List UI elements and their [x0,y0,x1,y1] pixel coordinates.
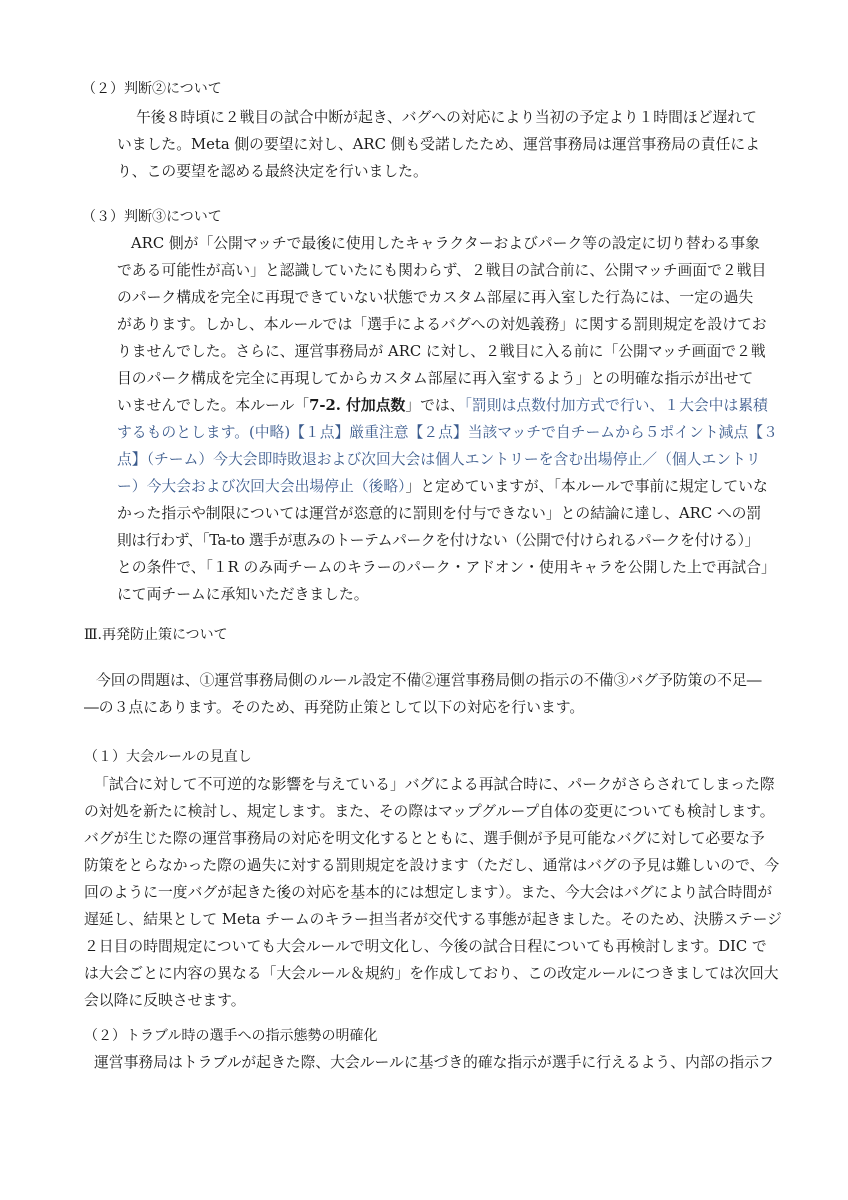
paragraph-line: ARC 側が「公開マッチで最後に使用したキャラクターおよびパーク等の設定に切り替わる事象 [131,235,760,252]
rule-mid: 」では、 [405,397,465,414]
paragraph-line: ２日目の時間規定についても大会ルールで明文化し、今後の試合日程についても再検討します。DIC で [84,938,767,955]
subsection-2-heading: （２）トラブル時の選手への指示態勢の明確化 [84,1028,378,1044]
paragraph-line: 則は行わず、「Ta-to 選手が恵みのトーテムパークを付けない（公開で付けられるパークを付ける）」 [117,532,760,549]
subsection-1 [84,744,252,771]
rule-prefix: いませんでした。本ルール「 [117,397,310,414]
rule-quote-line: 点】（チーム）今大会即時敗退および次回大会は個人エントリーを含む出場停止／（個人エントリ [117,451,761,468]
rule-quote-end: ー）今大会および次回大会出場停止（後略） [117,478,406,495]
paragraph-line: り、この要望を認める最終決定を行いました。 [117,163,428,180]
paragraph-line: は大会ごとに内容の異なる「大会ルール＆規約」を作成しており、この改定ルールにつきましては次回大 [84,965,779,982]
section-iii-body [84,667,804,721]
paragraph-line: にて両チームに承知いただきました。 [117,586,369,603]
rule-reference-line [117,392,817,419]
rule-quote-end-line [117,473,817,500]
section-2 [82,76,222,103]
section-2-heading: （２）判断②について [82,81,222,97]
subsection-2 [84,1023,377,1050]
paragraph-line: 防策をとらなかった際の過失に対する罰則規定を設けます（ただし、通常はバグの予見は難しいので、今 [84,857,780,874]
paragraph-line: かった指示や制限については運営が恣意的に罰則を付与できない」との結論に達し、ARC への罰 [117,505,762,522]
paragraph-line: である可能性が高い」と認識していたにも関わらず、２戦目の試合前に、公開マッチ画面で２戦目 [117,262,767,279]
paragraph-line: との条件で、「１R のみ両チームのキラーのパーク・アドオン・使用キャラを公開した上で再試合」 [117,559,776,576]
section-iii [84,622,228,649]
subsection-2-body [84,1049,804,1076]
subsection-1-heading: （１）大会ルールの見直し [84,749,252,765]
section-2-body [117,104,817,131]
section-iii-heading: Ⅲ.再発防止策について [84,627,228,643]
paragraph-line: の対処を新たに検討し、規定します。また、その際はマップグループ自体の変更についても検討します。 [84,803,775,820]
section-2-body-cont [117,131,817,185]
subsection-1-body [84,771,804,1014]
paragraph-line: 遅延し、結果として Meta チームのキラー担当者が交代する事態が起きました。そのため、決勝ステージ [84,911,782,928]
section-3-heading: （３）判断③について [82,209,222,225]
paragraph-line: りませんでした。さらに、運営事務局が ARC に対し、２戦目に入る前に「公開マッチ画面で２戦 [117,343,766,360]
paragraph-line: ―の３点にあります。そのため、再発防止策として以下の対応を行います。 [84,699,585,716]
paragraph-line: 目のパーク構成を完全に再現してからカスタム部屋に再入室するよう」との明確な指示が出せて [117,370,754,387]
paragraph-line: いました。Meta 側の要望に対し、ARC 側も受諾したため、運営事務局は運営事務局の責任によ [117,136,760,153]
section-3-body [117,230,817,608]
paragraph-line: 午後８時頃に２戦目の試合中断が起き、バグへの対応により当初の予定より１時間ほど遅れて [136,109,757,126]
rule-quote-line: するものとします。(中略)【１点】厳重注意【２点】当該マッチで自チームから５ポイント減点【３ [117,424,778,441]
paragraph-line: 今回の問題は、①運営事務局側のルール設定不備②運営事務局側の指示の不備③バグ予防策の不足― [96,672,762,689]
paragraph-line: バグが生じた際の運営事務局の対応を明文化するとともに、選手側が予見可能なバグに対して必要な予 [84,830,765,847]
section-3 [82,204,222,231]
paragraph-line: 「試合に対して不可逆的な影響を与えている」バグによる再試合時に、パークがさらされてしまった際 [94,776,775,793]
paragraph-line: のパーク構成を完全に再現できていない状態でカスタム部屋に再入室した行為には、一定の過失 [117,289,754,306]
rule-quote-rest: 」と定めていますが、「本ルールで事前に規定していな [405,478,768,495]
paragraph-line: があります。しかし、本ルールでは「選手によるバグへの対処義務」に関する罰則規定を設けてお [117,316,767,333]
paragraph-line: 回のように一度バグが起きた後の対応を基本的には想定します）。また、今大会はバグにより試合時間が [84,884,773,901]
rule-quote-start: 「罰則は点数付加方式で行い、１大会中は累積 [464,397,768,414]
paragraph-line: 運営事務局はトラブルが起きた際、大会ルールに基づき的確な指示が選手に行えるよう、内部の指示フ [94,1054,774,1071]
rule-title: 7-2. 付加点数 [309,397,406,414]
paragraph-line: 会以降に反映させます。 [84,992,246,1009]
